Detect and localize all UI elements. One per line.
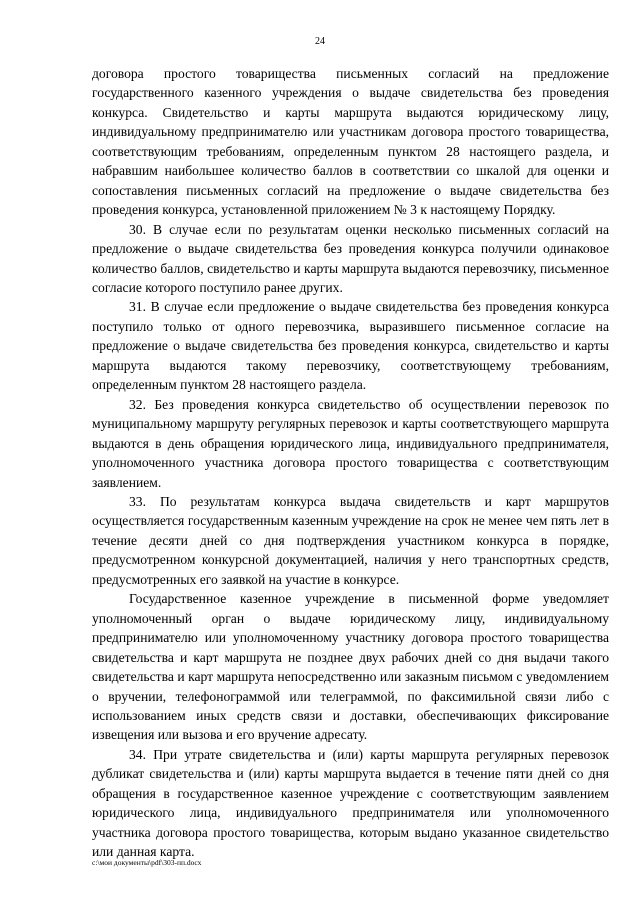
document-body [92,64,609,862]
footer-file-path: c:\мои документы\pdf\303-пп.docx [92,858,202,867]
paragraph-item-33: 33. По результатам конкурса выдача свидетельств и карт маршрутов осуществляется государственным казенным учреждение на срок не менее чем пять лет в течение десяти дней со дня подтверждения участником конкурса в порядке, предусмотренном конкурсной документацией, наличия у него транспортных средств, предусмотренных его заявкой на участие в конкурсе. [92,493,609,587]
paragraph-item-31: 31. В случае если предложение о выдаче свидетельства без проведения конкурса поступило только от одного перевозчика, выразившего письменное согласие на предложение о выдаче свидетельства без проведения конкурса, свидетельство и карты маршрута выдаются такому перевозчику, соответствующему требованиям, определенным пунктом 28 настоящего раздела. [92,299,609,393]
page-number: 24 [315,36,325,47]
paragraph-continuation: договора простого товарищества письменных согласий на предложение государственного казенного учреждения о выдаче свидетельства без проведения конкурса. Свидетельство и карты маршрута выдаются юридическому лицу, индивидуальному предпринимателю или участникам договора простого товарищества, соответствующим требованиям, определенным пунктом 28 настоящего раздела, и набравшим наибольшее количество баллов в соответствии со шкалой для оценки и сопоставления письменных согласий на предложение о выдаче свидетельства без проведения конкурса, установленной приложением № 3 к настоящему Порядку. [92,66,609,218]
paragraph-item-32: 32. Без проведения конкурса свидетельство об осуществлении перевозок по муниципальному маршруту регулярных перевозок и карты соответствующего маршрута выдаются в день обращения юридического лица, индивидуального предпринимателя, уполномоченного участника договора простого товарищества с соответствующим заявлением. [92,396,609,490]
paragraph-item-34: 34. При утрате свидетельства и (или) карты маршрута регулярных перевозок дубликат свидетельства и (или) карты маршрута выдается в течение пяти дней со дня обращения в государственное казенное учреждение с соответствующим заявлением юридического лица, индивидуального предпринимателя или уполномоченного участника договора простого товарищества, которым выдано указанное свидетельство или данная карта. [92,746,609,860]
paragraph-notification: Государственное казенное учреждение в письменной форме уведомляет уполномоченный орган о выдаче юридическому лицу, индивидуальному предпринимателю или уполномоченному участнику договора простого товарищества свидетельства и карт маршрута не позднее двух рабочих дней со дня выдачи такого свидетельства и карт маршрута непосредственно или заказным письмом с уведомлением о вручении, телефонограммой или телеграммой, по факсимильной связи либо с использованием иных средств связи и доставки, обеспечивающих фиксирование извещения или вызова и его вручение адресату. [92,591,609,743]
paragraph-item-30: 30. В случае если по результатам оценки несколько письменных согласий на предложение о выдаче свидетельства без проведения конкурса получили одинаковое количество баллов, свидетельство и карты маршрута выдаются перевозчику, письменное согласие которого поступило ранее других. [92,221,609,295]
